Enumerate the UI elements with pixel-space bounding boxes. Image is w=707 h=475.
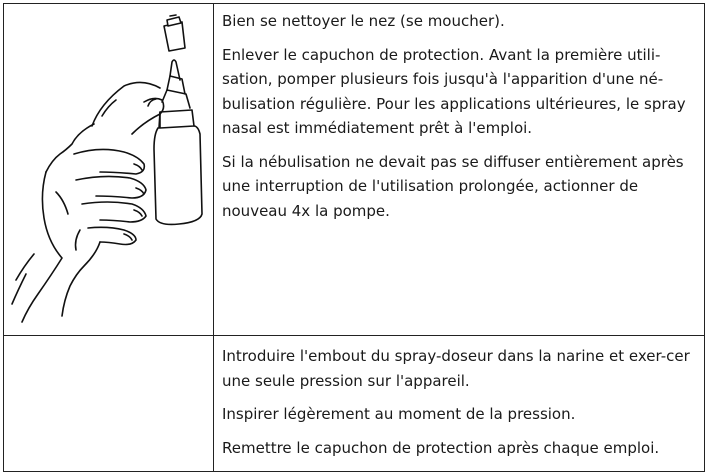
empty-illustration-cell: [4, 336, 213, 471]
instruction-paragraph: Si la nébulisation ne devait pas se diffuser entièrement après une interruption de l'utilisation prolongée, actionner de nouveau 4x la pompe.: [222, 152, 684, 220]
instruction-paragraph: Inspirer légèrement au moment de la pression.: [222, 405, 576, 423]
instruction-paragraph: Remettre le capuchon de protection après chaque emploi.: [222, 438, 660, 457]
instructions-table: [3, 3, 705, 472]
illustration-cell: [4, 4, 213, 335]
instruction-text-cell-1: [214, 4, 704, 335]
hand-holding-nasal-spray-icon: [4, 4, 213, 335]
instruction-paragraph: Bien se nettoyer le nez (se moucher).: [222, 12, 505, 30]
instruction-text-cell-2: [214, 336, 704, 471]
instruction-paragraph: Introduire l'embout du spray-doseur dans la narine et exer-cer une seule pression sur l'appareil.: [222, 347, 690, 390]
instruction-paragraph: Enlever le capuchon de protection. Avant la première utili-sation, pomper plusieurs fois jusqu'à l'apparition d'une né-bulisation régulière. Pour les applications ultérieures, le spray nasal est immédiatement prêt à l'emploi.: [222, 45, 686, 137]
